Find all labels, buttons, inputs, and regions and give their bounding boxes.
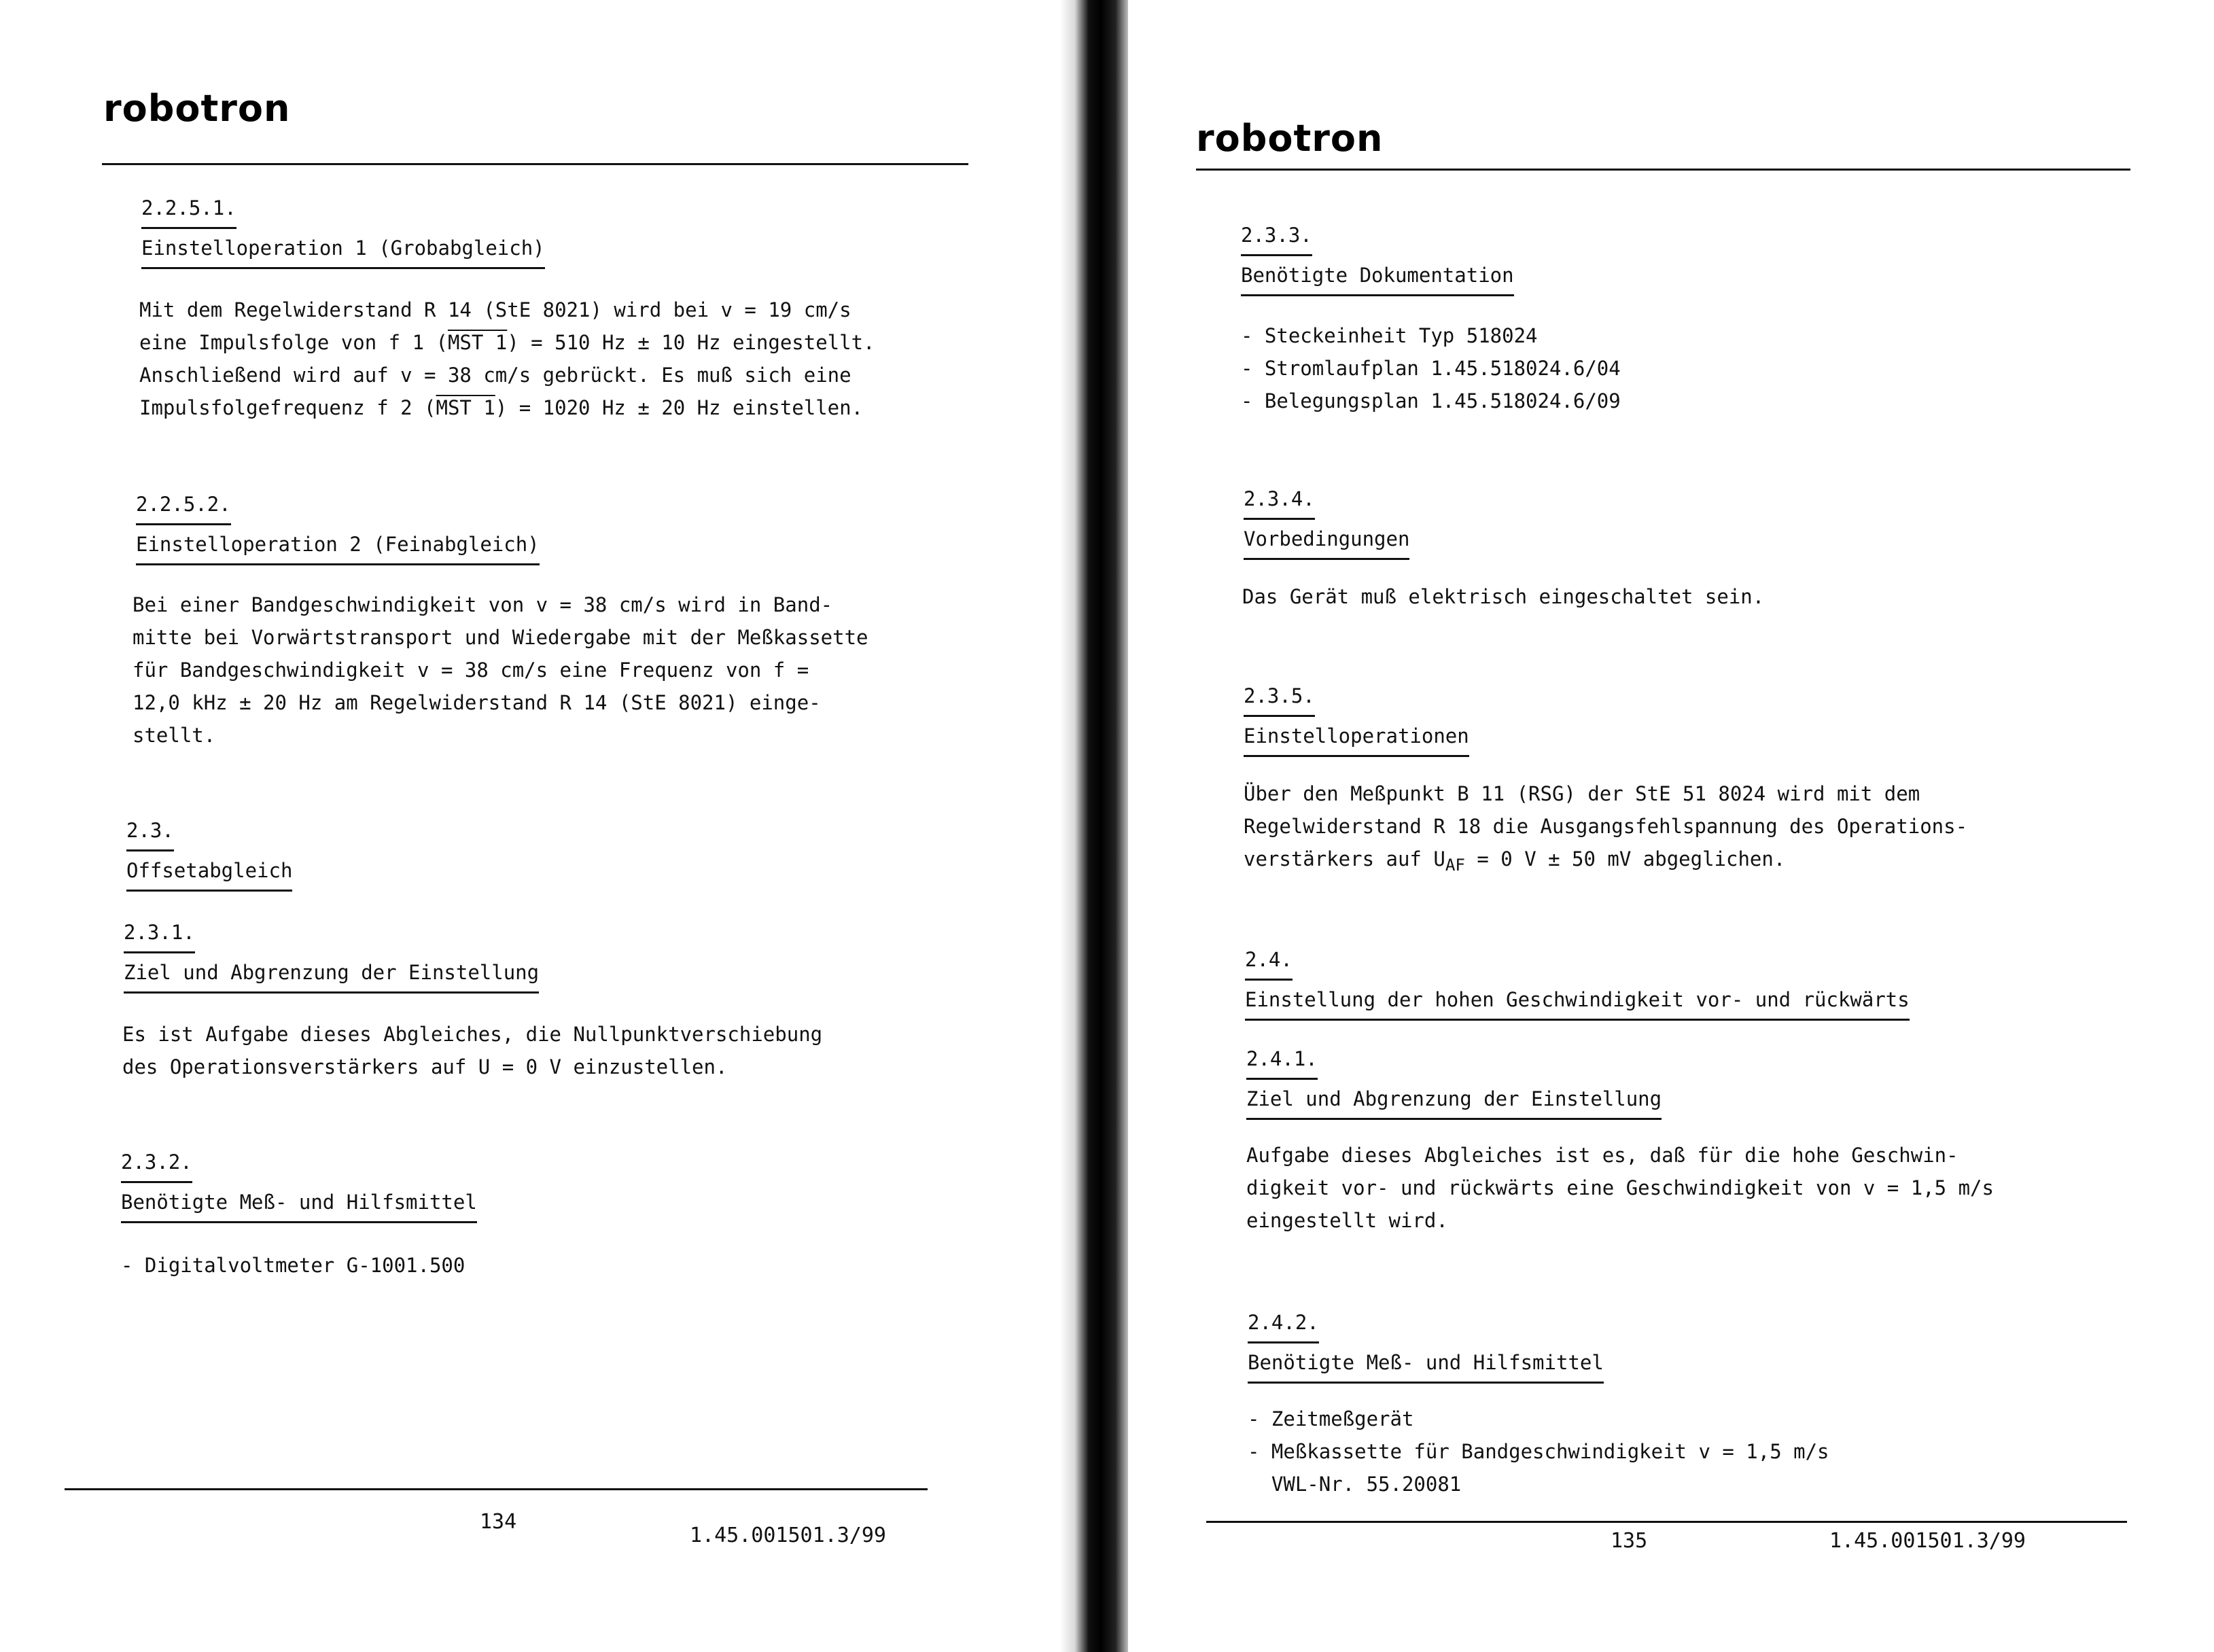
section-number: 2.3.5. xyxy=(1244,678,1315,717)
section-title: Ziel und Abgrenzung der Einstellung xyxy=(1246,1081,1662,1120)
section-number: 2.2.5.2. xyxy=(136,487,231,525)
section-number: 2.4.2. xyxy=(1248,1305,1319,1343)
section-number: 2.4. xyxy=(1245,942,1293,981)
section-number: 2.3.3. xyxy=(1241,217,1312,256)
section-number: 2.2.5.1. xyxy=(141,190,236,229)
page-number: 134 xyxy=(480,1510,517,1534)
page-number: 135 xyxy=(1611,1529,1648,1553)
section-title: Einstelloperation 1 (Grobabgleich) xyxy=(141,230,545,269)
section-title: Benötigte Meß- und Hilfsmittel xyxy=(1248,1345,1604,1384)
paragraph: Bei einer Bandgeschwindigkeit von v = 38 cm/s wird in Band- mitte bei Vorwärtstransport und Wiedergabe mit der Meßkassette für Bandgeschwindigkeit v = 38 cm/s eine Frequenz von f = 12,0 kHz ± 20 Hz am Regelwiderstand R 14 (StE 8021) einge- stellt. xyxy=(133,593,868,747)
header-rule xyxy=(1196,169,2130,171)
robotron-logo: robotron xyxy=(103,87,291,130)
section-heading xyxy=(136,487,540,565)
section-heading xyxy=(121,1144,477,1223)
section-number: 2.3.4. xyxy=(1244,481,1315,520)
paragraph: Mit dem Regelwiderstand R 14 (StE 8021) wird bei v = 19 cm/s eine Impulsfolge von f 1 (MST 1) = 510 Hz ± 10 Hz eingestellt. Anschließend wird auf v = 38 cm/s gebrückt. Es muß sich eine Impulsfolgefrequenz f 2 (MST 1) = 1020 Hz ± 20 Hz einstellen. xyxy=(139,298,875,419)
section-title: Ziel und Abgrenzung der Einstellung xyxy=(124,955,539,994)
section-number: 2.3.1. xyxy=(124,915,195,953)
section-heading xyxy=(126,813,292,892)
left-page xyxy=(0,0,1077,1652)
section-heading xyxy=(1245,942,1910,1021)
section-heading xyxy=(1248,1305,1604,1384)
section-title: Einstellung der hohen Geschwindigkeit vor- und rückwärts xyxy=(1245,982,1910,1021)
list-item: - Zeitmeßgerät xyxy=(1248,1407,1414,1430)
section-title: Benötigte Dokumentation xyxy=(1241,258,1514,296)
paragraph: Es ist Aufgabe dieses Abgleiches, die Nullpunktverschiebung des Operationsverstärkers auf U = 0 V einzustellen. xyxy=(122,1023,823,1078)
list-item: - Meßkassette für Bandgeschwindigkeit v = 1,5 m/s xyxy=(1248,1440,1829,1463)
paragraph: Über den Meßpunkt B 11 (RSG) der StE 51 8024 wird mit dem Regelwiderstand R 18 die Ausgangsfehlspannung des Operations- verstärkers auf $U_{AF} = 0$ V ± 50 mV abgeglichen. xyxy=(1244,782,1968,875)
section-title: Vorbedingungen xyxy=(1244,521,1409,560)
section-heading xyxy=(1246,1041,1662,1120)
documentation-list xyxy=(1241,319,1621,417)
section-number: 2.3. xyxy=(126,813,174,851)
section-number: 2.4.1. xyxy=(1246,1041,1318,1080)
section-title: Benötigte Meß- und Hilfsmittel xyxy=(121,1184,477,1223)
section-title: Einstelloperation 2 (Feinabgleich) xyxy=(136,527,540,565)
robotron-logo: robotron xyxy=(1196,117,1384,160)
section-title: Offsetabgleich xyxy=(126,853,292,892)
tool-list xyxy=(1248,1403,1829,1500)
section-heading xyxy=(141,190,545,269)
section-heading xyxy=(1244,481,1409,560)
paragraph: Das Gerät muß elektrisch eingeschaltet sein. xyxy=(1242,585,1765,608)
list-item: - Stromlaufplan 1.45.518024.6/04 xyxy=(1241,357,1621,380)
list-item: VWL-Nr. 55.20081 xyxy=(1248,1473,1462,1496)
list-item: - Digitalvoltmeter G-1001.500 xyxy=(121,1254,465,1277)
section-heading xyxy=(124,915,539,994)
list-item: - Steckeinheit Typ 518024 xyxy=(1241,324,1538,347)
document-code: 1.45.001501.3/99 xyxy=(690,1524,886,1547)
section-heading xyxy=(1241,217,1514,296)
section-number: 2.3.2. xyxy=(121,1144,192,1183)
header-rule xyxy=(102,163,968,165)
section-heading xyxy=(1244,678,1469,757)
footer-rule xyxy=(65,1488,928,1490)
paragraph: Aufgabe dieses Abgleiches ist es, daß für die hohe Geschwin- digkeit vor- und rückwärts eine Geschwindigkeit von v = 1,5 m/s eingestellt wird. xyxy=(1246,1144,1994,1232)
document-code: 1.45.001501.3/99 xyxy=(1829,1529,2026,1553)
list-item: - Belegungsplan 1.45.518024.6/09 xyxy=(1241,389,1621,412)
footer-rule xyxy=(1206,1521,2127,1523)
tool-list xyxy=(121,1249,465,1282)
right-page xyxy=(1128,0,2214,1652)
section-title: Einstelloperationen xyxy=(1244,718,1469,757)
